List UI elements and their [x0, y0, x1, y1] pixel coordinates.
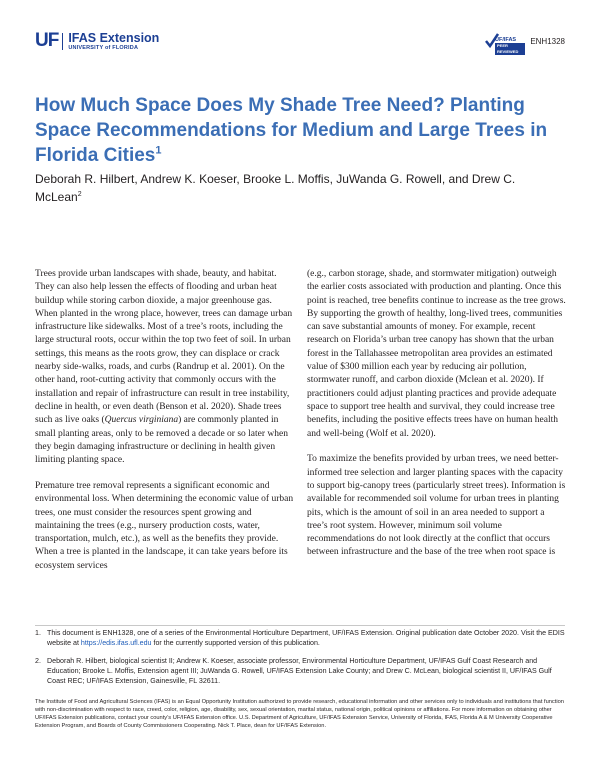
uf-ifas-extension-logo — [35, 32, 159, 52]
body-paragraph — [35, 268, 295, 467]
footnote-number: 2. — [35, 656, 41, 665]
edis-link[interactable]: https://edis.ifas.ufl.edu — [80, 639, 152, 648]
footnote-text: Deborah R. Hilbert, biological scientist II; Andrew K. Koeser, associate professor, Environmental Horticulture Department, UF/IFAS Gulf Coast Research and Education; Brooke L. Moffis, Extension agent III; JuWanda G. Rowell, UF/IFAS Extension Lake County; and Drew C. McLean, biological scientist II, UF/IFAS Gulf Coast REC; UF/IFAS Extension, Gainesville, FL 32611. — [47, 656, 552, 686]
peer-badge-bottom: PEER REVIEWED — [495, 43, 525, 55]
logo-name: IFAS Extension — [68, 31, 160, 45]
peer-badge-top: UF/IFAS — [495, 37, 517, 43]
footnote — [35, 656, 565, 687]
footnote-text: This document is ENH1328, one of a series of the Environmental Horticulture Department, UF/IFAS Extension. Original publication date October 2020. Visit the EDIS website at https://edis.ifas.ufl.edu for the currently supported version of this publication. — [47, 629, 565, 648]
footnotes — [35, 628, 565, 694]
species-name: Quercus virginiana — [104, 415, 179, 426]
page-title — [35, 93, 565, 168]
logo-text — [68, 32, 159, 52]
title-footnote-ref: 1 — [155, 144, 162, 157]
logo-divider — [62, 33, 63, 50]
body-column-right — [307, 268, 567, 572]
document-id: ENH1328 — [530, 37, 565, 46]
authors-text: Deborah R. Hilbert, Andrew K. Koeser, Brooke L. Moffis, JuWanda G. Rowell, and Drew C. McLean — [35, 172, 516, 204]
body-paragraph: To maximize the benefits provided by urban trees, we need better-informed tree selection and larger planting spaces with the capacity to support big-canopy trees (particularly street trees). Information is available for recommended soil volume for urban trees in planting pits, which is the amount of soil in an area needed to support a tree’s root system. However, minimum soil volume recommendations do not look directly at the conflict that occurs between infrastructure and the base of the tree when root space is — [307, 454, 566, 558]
logo-university: UNIVERSITY of FLORIDA — [68, 45, 139, 51]
paragraph-text: ) are commonly planted in small planting areas, only to be removed a decade or so later when they begin damaging infrastructure or declining in health given limiting planting space. — [35, 415, 288, 466]
body-column-left — [35, 268, 295, 586]
authors-footnote-ref: 2 — [77, 191, 82, 198]
uf-logo-mark: UF — [35, 30, 59, 51]
paragraph-text: Trees provide urban landscapes with shade, beauty, and habitat. They can also help lessen the effects of flooding and urban heat buildup while storing carbon dioxide, a major greenhouse gas. When planted in the wrong place, however, trees can damage urban infrastructure like sidewalks. Most of a tree’s roots, including the large structural roots, occur within the top two feet of soil. In urban settings, this means as the roots grow, they can displace or crack nearby side-walks, roads, and curbs (Randrup et al. 2001). On the other hand, root-cutting activity that commonly occurs with the installation and repair of infrastructure can result in tree instability, decline in health, or even death (Benson et al. 2020). Shade trees such as live oaks ( — [35, 269, 293, 426]
body-paragraph: (e.g., carbon storage, shade, and stormwater mitigation) outweigh the earlier costs associated with production and planting. Once this point is reached, tree benefits continue to increase as the tree grows. By supporting the growth of healthy, long-lived trees, communities can save substantial amounts of money. For example, recent research on Florida’s urban tree canopy has shown that the urban forest in the Tallahassee metropolitan area provides an estimated value of $300 million each year by reducing air pollution, stormwater runoff, and carbon dioxide (Mclean et al. 2020). If practitioners could adjust planting practices and provide adequate space to support tree health and survival, they could increase tree benefits, including the positive effects trees have on human health and well-being (Wolf et al. 2020). — [307, 269, 566, 439]
authors-line — [35, 170, 565, 206]
body-paragraph: Premature tree removal represents a significant economic and environmental loss. When determining the economic value of urban trees, one must consider the resources spent growing and maintaining the trees (e.g., nursery production costs, water, transportation, mulch, etc.), as well as the benefits they provide. When a tree is planted in the landscape, it can take years before its ecosystem services — [35, 480, 294, 571]
footnote-number: 1. — [35, 629, 41, 637]
footnote-divider — [35, 625, 565, 626]
footnote — [35, 628, 565, 648]
equal-opportunity-disclaimer: The Institute of Food and Agricultural Sciences (IFAS) is an Equal Opportunity Institution authorized to provide research, educational information and other services only to individuals and institutions that function with non-discrimination with respect to race, creed, color, religion, age, disability, sex, sexual orientation, marital status, national origin, political opinions or affiliations. For more information on obtaining other UF/IFAS Extension publications, contact your county’s UF/IFAS Extension office. U.S. Department of Agriculture, UF/IFAS Extension Service, University of Florida, IFAS, Florida A & M University Cooperative Extension Program, and Boards of County Commissioners Cooperating. Nick T. Place, dean for UF/IFAS Extension. — [35, 699, 564, 729]
title-text: How Much Space Does My Shade Tree Need? Planting Space Recommendations for Medium and Large Trees in Florida Cities — [35, 95, 548, 166]
peer-reviewed-badge — [485, 33, 525, 54]
page-header — [35, 32, 565, 56]
